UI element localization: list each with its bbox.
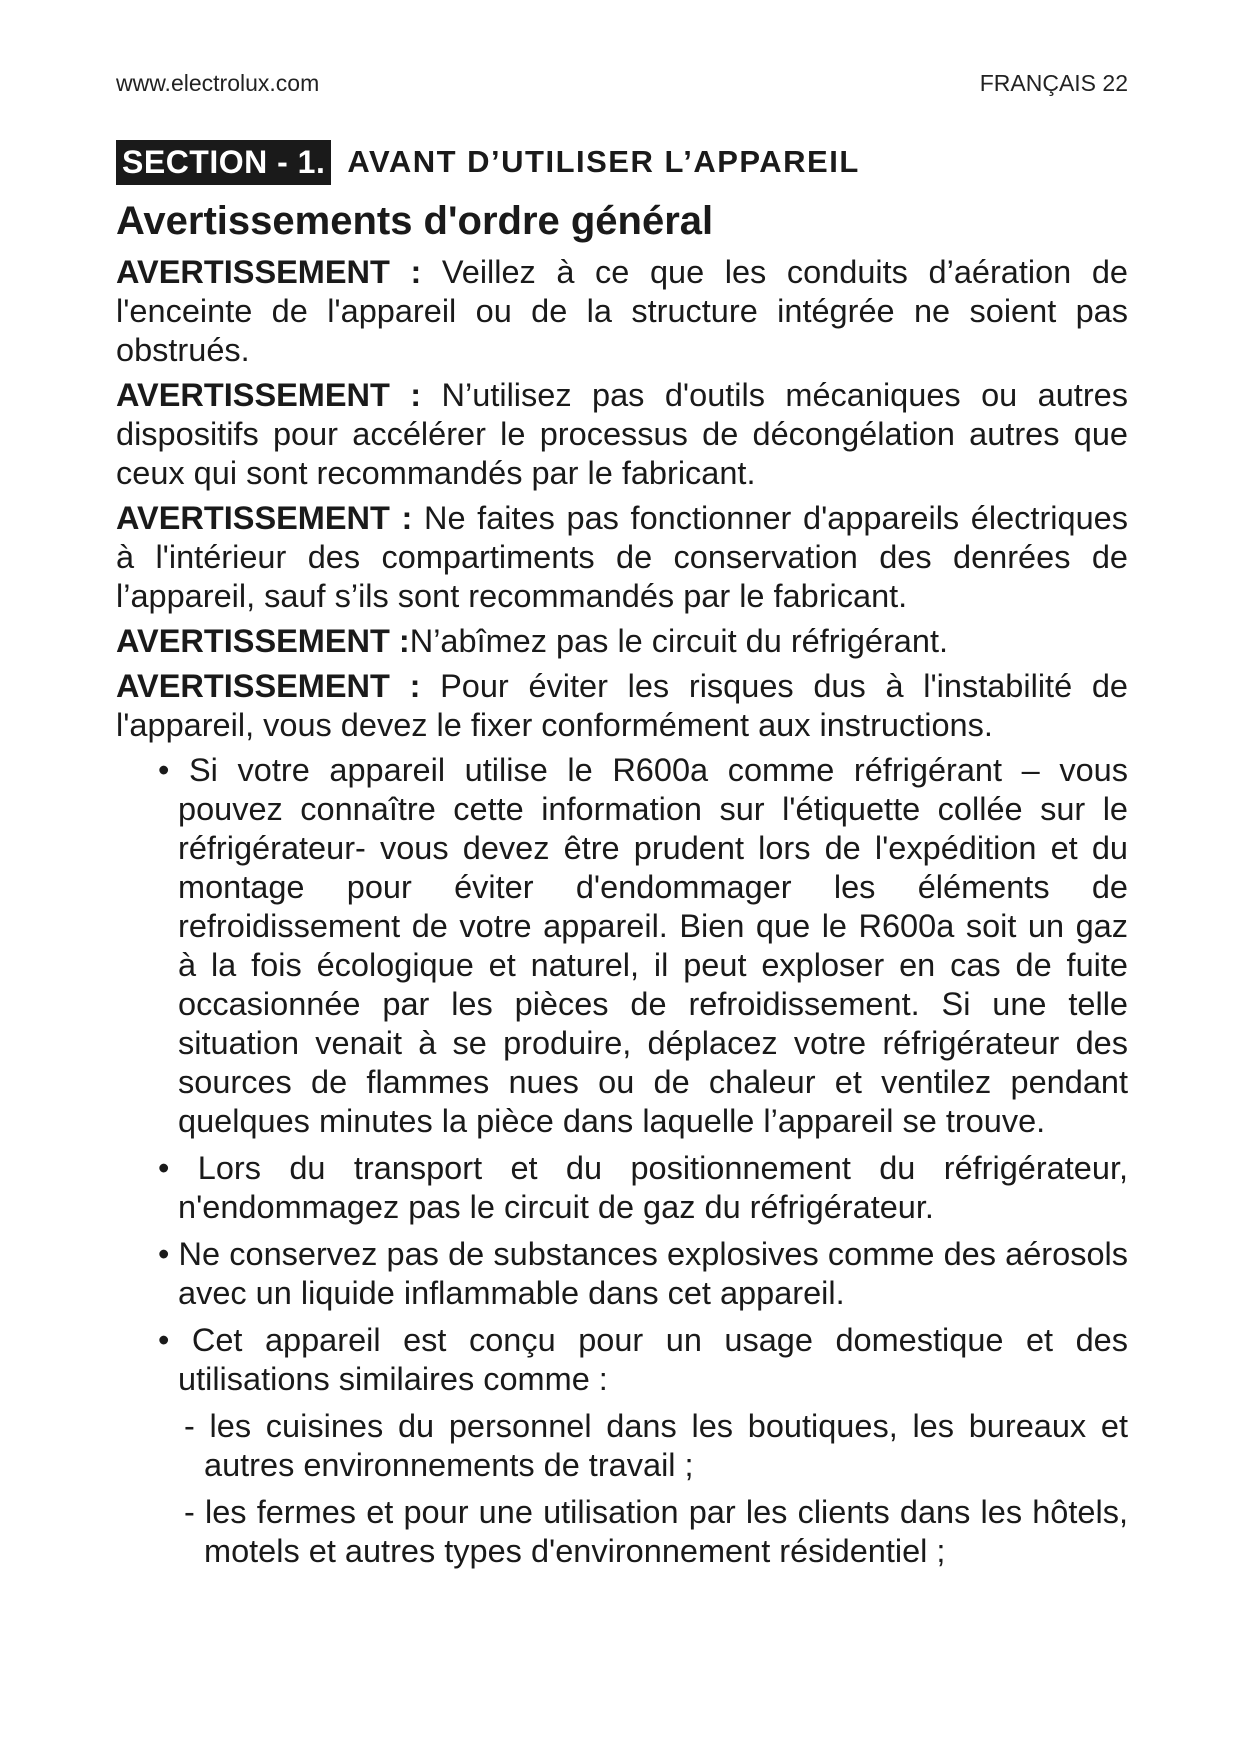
subsection-title: Avertissements d'ordre général: [116, 199, 714, 243]
list-item: • Ne conservez pas de substances explosives comme des aérosols avec un liquide inflammable dans cet appareil.: [158, 1236, 1128, 1311]
warning-label: AVERTISSEMENT :: [116, 377, 422, 413]
page-header: [116, 70, 1128, 112]
section-title: AVANT D’UTILISER L’APPAREIL: [347, 144, 860, 179]
sub-list-item: - les fermes et pour une utilisation par les clients dans les hôtels, motels et autres types d'environnement résidentiel ;: [184, 1494, 1128, 1569]
warning-text: Ne faites pas fonctionner d'appareils électriques à l'intérieur des compartiments de conservation des denrées de l’appareil, sauf s’ils sont recommandés par le fabricant.: [116, 500, 1128, 614]
sub-list-item: - les cuisines du personnel dans les boutiques, les bureaux et autres environnements de travail ;: [184, 1408, 1128, 1483]
section-heading: [116, 137, 1128, 187]
warning-text: N’abîmez pas le circuit du réfrigérant.: [409, 623, 949, 659]
warning-text: Veillez à ce que les conduits d’aération de l'enceinte de l'appareil ou de la structure intégrée ne soient pas obstrués.: [116, 254, 1128, 368]
page-language-number: FRANÇAIS 22: [979, 70, 1128, 96]
bullet-list: [116, 751, 1128, 1571]
warning-paragraph: [116, 253, 1128, 370]
warning-label: AVERTISSEMENT :: [116, 668, 421, 704]
warning-label: AVERTISSEMENT :: [116, 500, 413, 536]
document-page: [116, 70, 1128, 1577]
section-badge: SECTION - 1.: [116, 140, 331, 185]
warning-paragraph: [116, 499, 1128, 616]
warning-paragraph: [116, 376, 1128, 493]
list-item: • Cet appareil est conçu pour un usage domestique et des utilisations similaires comme :: [158, 1322, 1128, 1397]
warning-text: Pour éviter les risques dus à l'instabilité de l'appareil, vous devez le fixer conformément aux instructions.: [116, 668, 1128, 743]
warning-paragraph: [116, 667, 1128, 745]
warning-text: N’utilisez pas d'outils mécaniques ou autres dispositifs pour accélérer le processus de décongélation autres que ceux qui sont recommandés par le fabricant.: [116, 377, 1128, 491]
warning-label: AVERTISSEMENT :: [116, 254, 422, 290]
warning-label: AVERTISSEMENT :: [116, 623, 410, 659]
warning-paragraph: [116, 622, 1128, 661]
website-url: www.electrolux.com: [116, 70, 320, 96]
list-item: • Lors du transport et du positionnement du réfrigérateur, n'endommagez pas le circuit de gaz du réfrigérateur.: [158, 1150, 1128, 1225]
list-item: • Si votre appareil utilise le R600a comme réfrigérant – vous pouvez connaître cette information sur l'étiquette collée sur le réfrigérateur- vous devez être prudent lors de l'expédition et du montage pour éviter d'endommager les éléments de refroidissement de votre appareil. Bien que le R600a soit un gaz à la fois écologique et naturel, il peut exploser en cas de fuite occasionnée par les pièces de refroidissement. Si une telle situation venait à se produire, déplacez votre réfrigérateur des sources de flammes nues ou de chaleur et ventilez pendant quelques minutes la pièce dans laquelle l’appareil se trouve.: [158, 752, 1128, 1139]
